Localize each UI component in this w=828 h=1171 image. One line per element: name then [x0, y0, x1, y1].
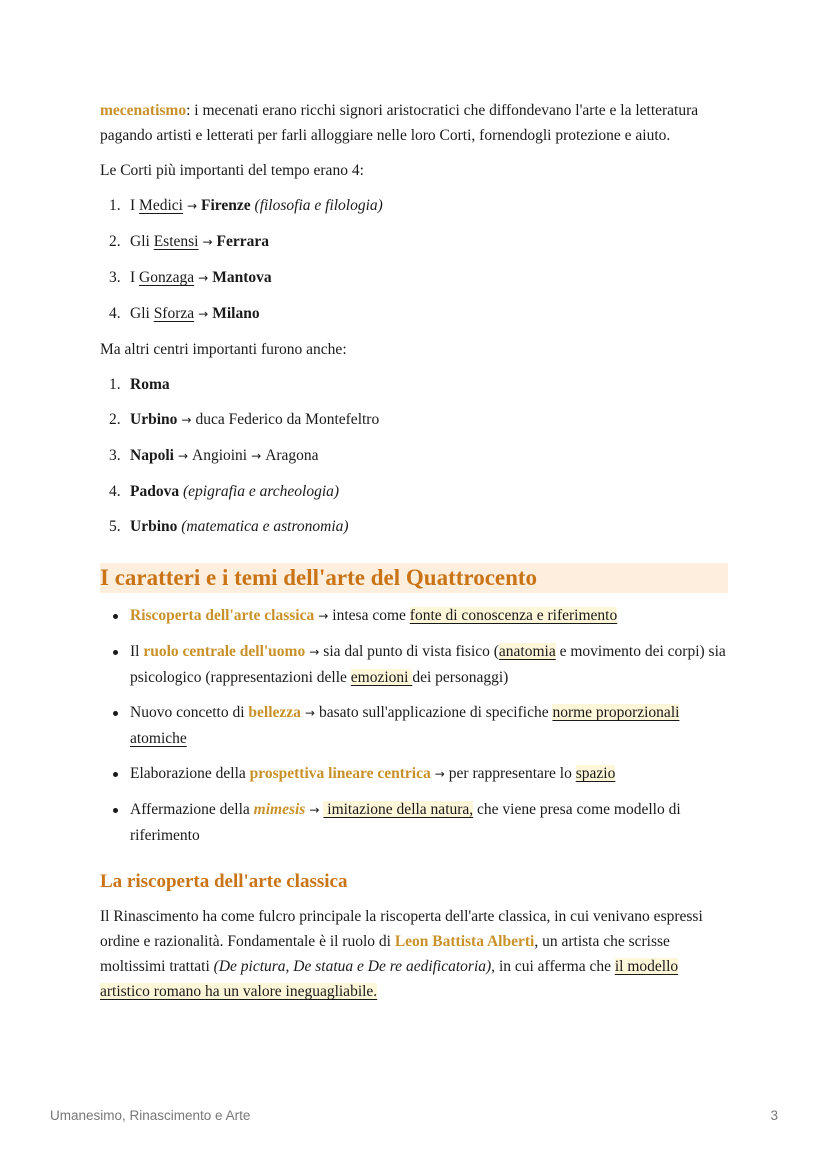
- item-number: 5.: [109, 518, 121, 535]
- detail: Angioini: [192, 447, 248, 464]
- bullet-icon: [113, 711, 118, 716]
- note: (matematica e astronomia): [181, 518, 349, 535]
- highlighted-text: imitazione della natura,: [323, 801, 474, 818]
- highlighted-text: emozioni: [350, 669, 413, 686]
- text: per rappresentare lo: [448, 765, 572, 782]
- text: Il: [130, 643, 140, 660]
- item-number: 2.: [109, 411, 121, 428]
- arrow-icon: →: [318, 609, 329, 623]
- text: , un artista che scrisse moltissimi trattati: [100, 933, 670, 975]
- bullet-icon: [113, 772, 118, 777]
- list-item: [100, 372, 728, 397]
- highlighted-text: fonte di conoscenza e riferimento: [409, 607, 618, 624]
- arrow-icon: →: [304, 706, 315, 720]
- city-name: Milano: [212, 305, 260, 322]
- family-name: Gonzaga: [139, 269, 195, 286]
- arrow-icon: →: [309, 803, 320, 817]
- highlighted-text: il modello artistico romano ha un valore ineguagliabile.: [100, 958, 679, 1000]
- bullet-icon: [113, 614, 118, 619]
- section-heading: I caratteri e i temi dell'arte del Quattrocento: [100, 563, 728, 593]
- text: e movimento dei corpi) sia psicologico (rappresentazioni delle: [130, 643, 726, 686]
- arrow-icon: →: [181, 413, 192, 427]
- text: in cui afferma che: [495, 958, 615, 975]
- list-item: [100, 479, 728, 504]
- arrow-icon: →: [251, 449, 262, 463]
- family-name: Medici: [139, 197, 183, 214]
- subsection-heading: La riscoperta dell'arte classica: [100, 871, 348, 892]
- article: I: [130, 197, 136, 214]
- footer-title: Umanesimo, Rinascimento e Arte: [50, 1108, 251, 1123]
- works-title: (De pictura, De statua e De re aedificatoria),: [213, 958, 496, 975]
- arrow-icon: →: [186, 199, 198, 213]
- note: (epigrafia e archeologia): [182, 483, 340, 500]
- list-item: [100, 229, 728, 255]
- list-item: [100, 265, 728, 291]
- list-item: [100, 603, 728, 629]
- themes-list: [100, 603, 728, 848]
- list-item: [100, 407, 728, 433]
- courts-list: [100, 193, 728, 327]
- text: Elaborazione della: [130, 765, 246, 782]
- detail: Aragona: [265, 447, 319, 464]
- key-term: mimesis: [253, 801, 306, 818]
- item-number: 3.: [109, 269, 121, 286]
- arrow-icon: →: [198, 271, 209, 285]
- family-name: Sforza: [153, 305, 195, 322]
- city-name: Firenze: [201, 197, 251, 214]
- arrow-icon: →: [434, 767, 445, 781]
- bullet-icon: [113, 808, 118, 813]
- key-term: Riscoperta dell'arte classica: [130, 607, 315, 624]
- page-number: 3: [770, 1108, 778, 1123]
- city-name: Roma: [130, 376, 170, 393]
- article: I: [130, 269, 136, 286]
- text: Nuovo concetto di: [130, 704, 245, 721]
- list-item: [100, 193, 728, 219]
- item-number: 1.: [109, 376, 121, 393]
- city-name: Urbino: [130, 518, 178, 535]
- key-term: ruolo centrale dell'uomo: [143, 643, 306, 660]
- list-item: [100, 761, 728, 787]
- item-number: 2.: [109, 233, 121, 250]
- arrow-icon: →: [309, 645, 320, 659]
- list-item: [100, 639, 728, 690]
- text: basato sull'applicazione di specifiche: [318, 704, 549, 721]
- highlighted-text: norme proporzionali: [552, 704, 680, 721]
- city-name: Ferrara: [216, 233, 270, 250]
- text: intesa come: [332, 607, 406, 624]
- list-item: [100, 514, 728, 539]
- arrow-icon: →: [177, 449, 188, 463]
- key-term: Leon Battista Alberti: [394, 933, 535, 950]
- item-number: 3.: [109, 447, 121, 464]
- key-term: prospettiva lineare centrica: [249, 765, 431, 782]
- underlined-text: atomiche: [130, 730, 187, 747]
- item-number: 1.: [109, 197, 121, 214]
- alberti-paragraph: [100, 904, 728, 1004]
- text: Affermazione della: [130, 801, 250, 818]
- city-name: Mantova: [212, 269, 272, 286]
- centers-list: [100, 372, 728, 539]
- key-term: bellezza: [248, 704, 301, 721]
- list-item: [100, 301, 728, 327]
- intro-text: : i mecenati erano ricchi signori aristocratici che diffondevano l'arte e la letteratura pagando artisti e letterati per farli alloggiare nelle loro Corti, fornendogli protezione e aiuto.: [100, 102, 699, 144]
- arrow-icon: →: [202, 235, 213, 249]
- detail: duca Federico da Montefeltro: [195, 411, 380, 428]
- document-body: [100, 98, 728, 1014]
- article: Gli: [130, 233, 150, 250]
- arrow-icon: →: [198, 307, 209, 321]
- list-item: [100, 797, 728, 848]
- text: dei personaggi): [412, 669, 509, 686]
- text: che viene presa come modello di riferimento: [130, 801, 681, 844]
- item-number: 4.: [109, 305, 121, 322]
- item-number: 4.: [109, 483, 121, 500]
- note: (filosofia e filologia): [254, 197, 383, 214]
- highlighted-text: spazio: [575, 765, 616, 782]
- article: Gli: [130, 305, 150, 322]
- term-mecenatismo: mecenatismo: [100, 102, 187, 119]
- intro-paragraph: [100, 98, 728, 148]
- city-name: Napoli: [130, 447, 174, 464]
- list-item: [100, 700, 728, 751]
- city-name: Padova: [130, 483, 180, 500]
- highlighted-text: anatomia: [498, 643, 556, 660]
- text: sia dal punto di vista fisico (: [323, 643, 499, 660]
- bullet-icon: [113, 650, 118, 655]
- text: Il Rinascimento ha come fulcro principale la riscoperta dell'arte classica, in cui venivano espressi ordine e razionalità. Fondamentale è il ruolo di: [100, 908, 703, 950]
- city-name: Urbino: [130, 411, 178, 428]
- list-item: [100, 443, 728, 469]
- family-name: Estensi: [153, 233, 199, 250]
- courts-intro: Le Corti più importanti del tempo erano 4:: [100, 162, 364, 179]
- centers-intro: Ma altri centri importanti furono anche:: [100, 341, 347, 358]
